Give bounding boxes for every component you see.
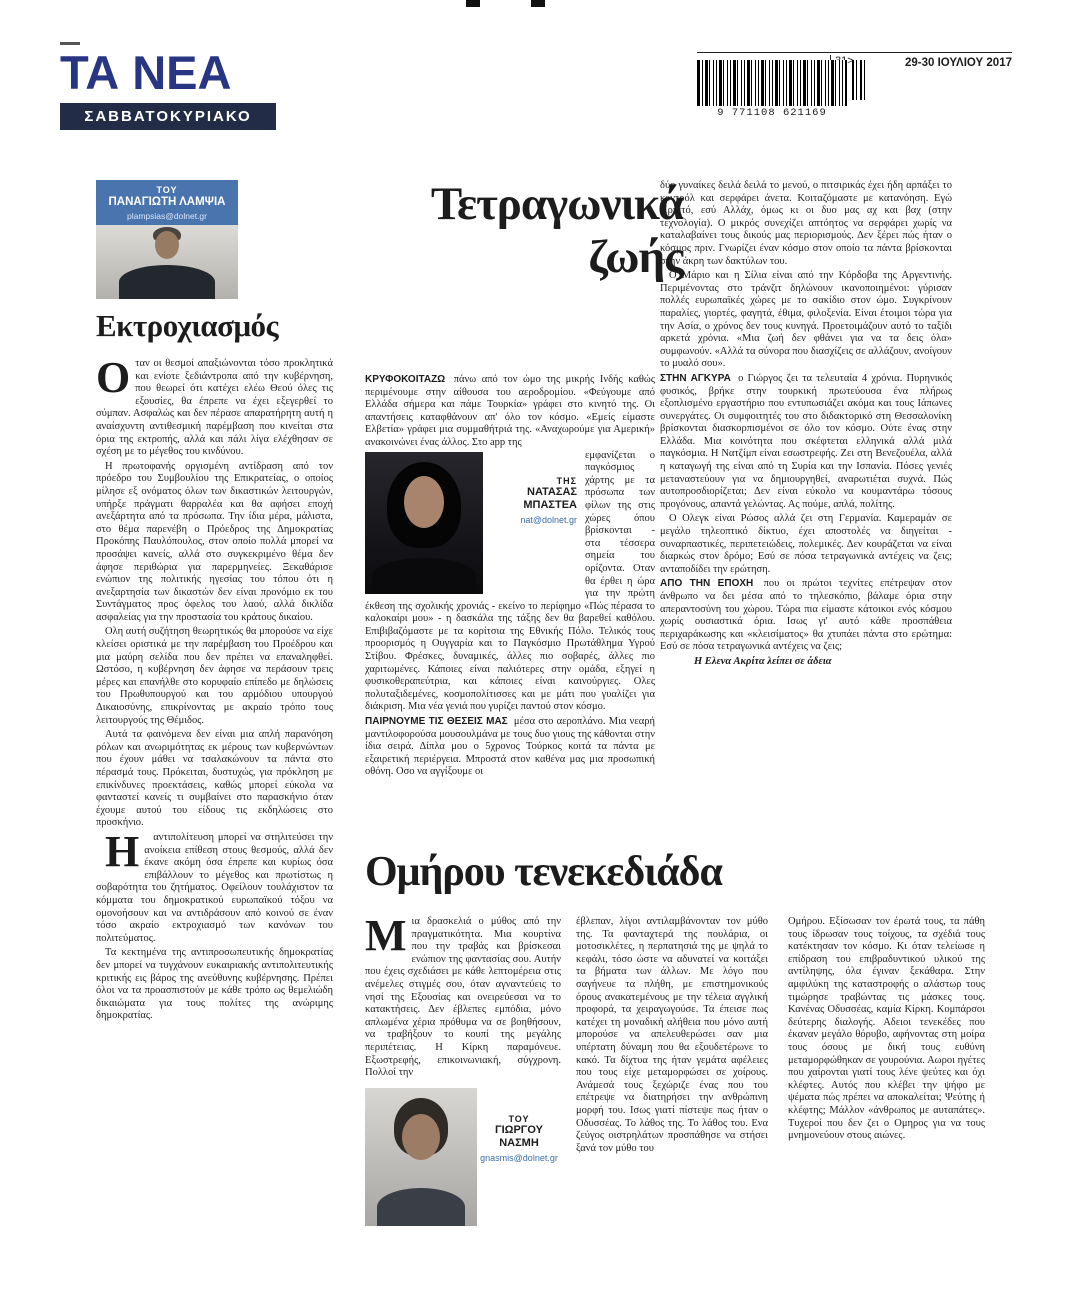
author-name: ΠΑΝΑΓΙΩΤΗ ΛΑΜΨΙΑ: [108, 196, 226, 208]
paragraph-text: αντιπολίτευση μπορεί να στηλιτεύσει την ανοίκεια επίθεση στους θεσμούς, αλλά δεν έκανε ακόμη όσα έπρεπε και κυρίως όσα επιβάλλουν το μέγεθος και πρωτίστως η σοβαρότητα του ζητήματος. Οφείλουν τουλάχιστον τα κόμματα του δημοκρατικού ευρωπαϊκού τόξου να ομονοήσουν και να αντιδράσουν από κοινού σε έναν τόσο ακραίο εκτροχιασμό των κανόνων του πολιτεύματος.: [96, 831, 333, 944]
paragraph: Αυτά τα φαινόμενα δεν είναι μια απλή παρανόηση ρόλων και ανωριμότητας εκ μέρους των κυβερνώντων που έχουν μάθει να τσαλακώνουν τα πάντα στο πέρασμά τους. Πρόκειται, δυστυχώς, για πρόκληση με επικίνδυνες προεκτάσεις, καθώς μπορεί εύκολα να φανταστεί κανείς τι συμβαίνει στο παρασκήνιο όταν έχουμε αυτού του είδους τις εκδηλώσεις στο προσκήνιο.: [96, 729, 333, 829]
left-article-body: [96, 358, 333, 1234]
paragraph: Ο Ολεγκ είναι Ρώσος αλλά ζει στη Γερμανία. Καμεραμάν σε μεγάλο τηλεοπτικό δίκτυο, έχει αποστολές να διηγείται - συναρπαστικές, περιπετειώδεις, πολεμικές. Δεν κουράζεται να είναι διαρκώς στον δρόμο; Εσύ σε πόσα τετραγωνικά αντέχεις να ζεις; ανταποδίδει την ερώτηση.: [660, 513, 952, 575]
bottom-article-column-2: [576, 916, 768, 1272]
photo-shape: [155, 231, 179, 259]
paragraph: [365, 916, 561, 1080]
section-lead: ΑΠΟ ΤΗΝ ΕΠΟΧΗ: [660, 578, 754, 590]
author-prefix: ΤΗΣ: [556, 475, 577, 486]
paragraph: [365, 716, 655, 779]
paragraph: [365, 374, 655, 450]
paragraph: [660, 578, 952, 654]
barcode-addon-icon: [852, 60, 868, 100]
bottom-article-title: Ομήρου τενεκεδιάδα: [365, 849, 722, 895]
paragraph: Τα κεκτημένα της αντιπροσωπευτικής δημοκρατίας δεν μπορεί να τυγχάνουν ευκαιριακής αντιπολιτευτικής κριτικής εις βάρος της ανεύθυνης κυβέρνησης. Πρέπει όλοι να τα προασπιστούν με κάθε τρόπο ως θεμελιώδη δικαιώματα για τους πολίτες της ανώριμης δημοκρατίας.: [96, 947, 333, 1022]
edition-bar: ΣΑΒΒΑΤΟΚΥΡΙΑΚΟ: [60, 103, 276, 130]
author-name: ΝΑΤΑΣΑΣ: [527, 485, 577, 498]
paragraph-text: ια δρασκελιά ο μύθος από την πραγματικότητα. Μια κουρτίνα που την τραβάς και βρίσκεσαι ενώπιον της φαντασίας σου. Αυτήν που έχεις σχεδιάσει με κάθε λεπτομέρεια στις ανέμελες στιγμές σου, όταν αγναντεύεις το νησί της Εξουσίας και ονειρεύεσαι να το κατακτήσεις. Δεν έβλεπες εμπόδια, μόνο απλωμένα χέρια πρόθυμα να σε βοηθήσουν, να τραβήξουν το κουπί της μεγάλης περιπέτειας. Η Κίρκη παραμόνευε. Εξωστρεφής, επικοινωνιακή, σύγχρονη. Πολλοί την: [365, 916, 561, 1079]
barcode-number: 9 771108 621169: [717, 107, 827, 119]
main-article-column-1: [365, 374, 655, 844]
author-name: ΓΙΩΡΓΟΥ: [494, 1123, 544, 1136]
main-article-column-2: [660, 180, 952, 848]
issue-date: 29-30 ΙΟΥΛΙΟΥ 2017: [905, 57, 1012, 69]
section-lead: ΠΑΙΡΝΟΥΜΕ ΤΙΣ ΘΕΣΕΙΣ ΜΑΣ: [365, 716, 508, 728]
author-inset-nasmis: [365, 1088, 561, 1226]
paragraph-text: ταν οι θεσμοί απαξιώνονται τόσο προκλητικά και ενίοτε ξεδιάντροπα από την κυβέρνηση, που θεωρεί ότι κατέχει ελέω Θεού όλες τις εξουσίες, θα έπρεπε να έχει εξεγερθεί το σύμπαν. Ασφαλώς και δεν πέρασε απαρατήρητη αυτή η αναίσχυντη αντιθεσμική παρέμβαση που κινείται στα όρια της εκτροπής, αλλά και πάλι λίγα ελέχθησαν σε σχέση με το μέγεθος του κινδύνου.: [96, 358, 333, 458]
photo-shape: [377, 1188, 465, 1226]
author-name: ΝΑΣΜΗ: [499, 1136, 539, 1149]
section-lead: ΚΡΥΦΟΚΟΙΤΑΖΩ: [365, 374, 446, 385]
masthead-logo: ΤΑ ΝΕΑ: [60, 46, 232, 99]
main-title-line2: ζωής: [588, 231, 683, 283]
dropcap: Ο: [96, 358, 131, 402]
paragraph: εμφανίζεται ο παγκόσμιος χάρτης με τα πρόσωπα των φίλων της στις χώρες όπου βρίσκονται - στα τέσσερα σημεία του ορίζοντα. Οταν θα έρθει η ώρα για την πρώτη έκθεση της σχολικής χρονιάς - εκείνο το περίφημο «Πώς πέρασα το καλοκαίρι μου» - η δασκάλα της τάξης δεν θα βαρεθεί καθόλου. Επιβιβαζόμαστε με τα κορίτσια της Εθνικής Πόλο. Τελικός τους προορισμός η Ουγγαρία και το Παγκόσμιο Πρωτάθλημα Υγρού Στίβου. Φρέσκες, δυναμικές, άλλες πιο σοβαρές, άλλες πιο χαριτωμένες. Κάποιες είναι παλιότερες στην ομάδα, εξηγεί η φυσικοθεραπεύτρια, και κάποιες είναι καινούργιες. Ολες πολυταξιδεμένες, κοσμοπολίτισσες και με μάτι που γυαλίζει για διάκριση. Μια νέα γενιά που γυρίζει παντού στον κόσμο.: [365, 449, 655, 713]
barcode-icon: [697, 60, 847, 119]
registration-mark: [466, 0, 480, 7]
trim-mark: [60, 42, 80, 45]
author-email: gnasmis@dolnet.gr: [480, 1152, 558, 1163]
photo-shape: [404, 476, 444, 528]
author-prefix: ΤΟΥ: [508, 1113, 530, 1124]
main-article-title: [348, 178, 683, 284]
author-prefix: ΤΟΥ: [156, 185, 178, 195]
paragraph-text: μέσα στο αεροπλάνο. Μια νεαρή μαντιλοφορούσα μουσουλμάνα με τους δυο γιους της κάθονται στην ίδια σειρά. Δίπλα μου ο 5χρονος Τούρκος κοιτά τα πάντα με εξαιρετική περιέργεια. Μπροστά στον καθένα μας μια προσωπική οθόνη. Οσο να αγγίξουμε οι: [365, 716, 655, 778]
paragraph: [96, 826, 333, 945]
author-photo-bastea: [365, 452, 483, 594]
barcode-bars: [697, 60, 847, 106]
paragraph: Ο Μάριο και η Σίλια είναι από την Κόρδοβα της Αργεντινής. Περιμένοντας στο τράνζιτ δηλώνουν ικανοποιημένοι: γύρισαν πολλές ευρωπαϊκές χώρες με το σακίδιο στον ώμο. Συγκρίνουν παραλίες, γιορτές, φαγητά, έθιμα, φιλοξενία. Είναι έτοιμοι τώρα για την Ασία, ο χρόνος δεν τους κυνηγά. Προετοιμάζουν αυτό το ταξίδι αρκετά χρόνια. «Μια ζωή δεν φθάνει για να τα δεις όλα» συμφωνούν. «Αλλά τα σύνορα που διασχίζεις σε αλλάζουν, ανοίγουν το μυαλό σου».: [660, 270, 952, 370]
column-signoff: Η Ελενα Ακρίτα λείπει σε άδεια: [694, 655, 832, 667]
author-caption: [477, 1088, 561, 1226]
paragraph: Ολη αυτή συζήτηση θεωρητικώς θα μπορούσε να είχε κλείσει οριστικά με την παρέμβαση του Προέδρου και μια μαύρη σελίδα που δεν πρέπει να επαναληφθεί. Ωστόσο, η κυβέρνηση δεν άφησε να περάσουν τρεις μέρες και επανήλθε στο κορυφαίο επίπεδο με δηλώσεις του Πρωθυπουργού και του αρμόδιου υπουργού Δικαιοσύνης, επικρίνοντας με ακραίο τρόπο τους λειτουργούς της Θέμιδος.: [96, 626, 333, 726]
author-name: ΜΠΑΣΤΕΑ: [523, 498, 577, 511]
photo-shape: [402, 1114, 440, 1160]
paragraph-text: πάνω από τον ώμο της μικρής Ινδής καθώς περιμένουμε στην αίθουσα του αεροδρομίου. «Φεύγουμε από Ελλάδα σήμερα και πάμε Τουρκία» γράφει στο κινητό της. Οι απαντήσεις καταφθάνουν απ' όλο τον κόσμο. «Εμείς είμαστε Ελβετία» γράφει μια συμμαθήτριά της. «Αναχωρούμε για Αμερική» ανακοινώνει ένας άλλος. Στο app της: [365, 374, 655, 448]
paragraph: δύο γυναίκες δειλά δειλά το μενού, ο πιτσιρικάς έχει ήδη αρπάξει το κοντρόλ και σερφάρει άνετα. Κοιταζόμαστε με κατανόηση. Εγώ Χριστό, εσύ Αλλάχ, όμως κι οι δυο μας αχ και βαχ (στην τεχνολογία). Ο μικρός συνεχίζει απτόητος να σερφάρει χωρίς να καταλαβαίνει τους δικούς μας περιορισμούς. Δεν ξέρει πώς ήταν ο κόσμος πριν. Γνωρίζει έναν κόσμο στον οποίο τα πάντα βρίσκονται στην άκρη των δακτύλων του.: [660, 180, 952, 267]
dropcap: Μ: [365, 916, 407, 960]
photo-shape: [372, 558, 476, 594]
author-caption: [483, 452, 577, 594]
registration-mark: [531, 0, 545, 7]
author-inset-bastea: [365, 452, 577, 594]
main-title-line1: Τετραγωνικά: [430, 178, 683, 230]
paragraph: έβλεπαν, λίγοι αντιλαμβάνονταν τον μύθο της. Τα φανταχτερά της πουλάρια, οι μοτοσικλέτες, η περπατησιά της με ψηλά το κεφάλι, τόσο ώστε να αδυνατεί να κοιτάξει τα βήματα των άλλων. Με λόγο που σαγήνευε τα πλήθη, με επιστημονικούς όρους ανακατεμένους με την τέλεια αγγλική προφορά, τα χειραγωγούσε. Τα έπεισε πως κατέχει τη μοναδική αλήθεια που μόνο αυτή μπορούσε να απελευθερώσει σαν μια υπέρτατη δύναμη που θα εξουδετέρωνε το κακό. Τα δίχτυα της ήταν γεμάτα αφέλειες που τους είχε μεταμορφώσει σε χοίρους. Ανάμεσά τους ξεχώριζε ένας που του επέτρεψε να διατηρήσει την ανθρώπινη μορφή του. Ισως γιατί πίστεψε πως ήταν ο Οδυσσέας. Το λάθος της. Το λάθος του. Ενα ζεύγος οιστρηλάτων προσπάθησε να στήσει ξανά τον μύθο του: [576, 916, 768, 1154]
author-photo-lampsias: [96, 225, 238, 299]
photo-shape: [119, 265, 215, 299]
dropcap: Η: [105, 826, 140, 876]
author-email: plampsias@dolnet.gr: [127, 211, 207, 221]
author-header: [96, 180, 238, 225]
paragraph: [96, 358, 333, 459]
header-rule: [697, 52, 1012, 53]
author-box-lampsias: [96, 180, 238, 299]
bottom-article-column-3: [788, 916, 985, 1272]
paragraph: Ομήρου. Εξίσωσαν τον έρωτά τους, τα πάθη τους ίδρωσαν τους τοίχους, τα σχέδιά τους κατέκτησαν τον κόσμο. Κι όταν τελείωσε η επίδραση του επιβραδυντικού υλικού της αντίληψης, όλα έγιναν ξεκάθαρα. Στην αμφιλύκη της καταστροφής ο αλάστωρ τους τιμώρησε τραβώντας τις μάσκες τους. Κανένας Οδυσσέας, καμία Κίρκη. Κομπάρσοι δεύτερης διαλογής. Αδειοι τενεκέδες που έκαναν μεγάλο θόρυβο, αφήνοντας στη μοίρα τους όσους με δική τους ευθύνη μεταμορφώθηκαν σε γουρούνια. Αωροι ηγέτες που χαίρονται γιατί τους λένε ψεύτες και όχι κλέφτες. Αυτός που κλέβει την ψήφο με ψέματα πώς πρέπει να αποκαλείται; Ψεύτης ή κλέφτης; Μάλλον «άνθρωπος με αυταπάτες». Τυχεροί που δεν ζει ο Ομηρος για να τους μνημονεύουν στους αιώνες.: [788, 916, 985, 1142]
author-email: nat@dolnet.gr: [520, 514, 577, 525]
paragraph: [660, 373, 952, 512]
left-article-title: Εκτροχιασμός: [96, 308, 279, 343]
section-lead: ΣΤΗΝ ΑΓΚΥΡΑ: [660, 372, 731, 384]
bottom-article-column-1: [365, 916, 561, 1268]
author-photo-nasmis: [365, 1088, 477, 1226]
paragraph: Η πρωτοφανής οργισμένη αντίδραση από τον πρόεδρο του Συμβουλίου της Επικρατείας, ο οποίος μίλησε εξ ονόματος όλων των δικαστικών λειτουργών, υπήρξε πράγματι θαρραλέα και θα αφήσει εποχή ανεξάρτητα από τα πρόσωπα. Την ίδια μέρα, μάλιστα, στο θέμα παρενέβη ο Πρόεδρος της Δημοκρατίας Προκόπης Παυλόπουλος, στον οποίο πολλά μπορεί να προσάψει κανείς, αλλά στο συγκεκριμένο θέμα δεν άφησε περιθώρια για παρερμηνείες. Ξεκαθάρισε ενώπιον της πολιτικής ηγεσίας του τόπου ότι η ανεξαρτησία των δικαστών δεν είναι προνόμιο εκ του Συντάγματος προς όφελος του λαού, αλλά δικλίδα ασφαλείας για την προστασία του κράτους δικαίου.: [96, 460, 333, 623]
paragraph-text: που οι πρώτοι τεχνίτες επέτρεψαν στον άνθρωπο να δει μέσα από το τηλεσκόπιο, βάλαμε όρια στην απεραντοσύνη του χώρου. Τώρα πια είμαστε κάτοικοι ενός κόσμου χωρίς ουσιαστικά όρια. Ισως γι' αυτό κάθε προσπάθεια περιχαράκωσης και «κλεισίματος» θα χτυπάει πάντα στο ερώτημα: Εσύ σε πόσα τετραγωνικά αντέχεις να ζεις;: [660, 578, 952, 653]
paragraph-text: ο Γιώργος ζει τα τελευταία 4 χρόνια. Πυρηνικός φυσικός, βρήκε στην τουρκική πρωτεύουσα ένα πλήρως εξοπλισμένο εργαστήριο που εντυπωσιάζει ακόμα και τους Ιάπωνες συνεργάτες. Οι συμφοιτητές του στο διδακτορικό στη Θεσσαλονίκη βρίσκονται διασκορπισμένοι σε όλο τον κόσμο. Ούτε ένας στην Ελλάδα. Μια κοινότητα που σκέφτεται ελληνικά αλλά μιλά παγκόσμια. Η Νατζίμπ είναι εσωστρεφής. Ζει στη Βενεζουέλα, αλλά η καταγωγή της είναι από τη Συρία και την Ισπανία. Πόσες γενιές μεταναστεύουν για να δημιουργηθεί, αναρωτιέται συχνά. Πώς αυτοπροσδιορίζεται; Δεν είναι εύκολο να κουμαντάρω τόσους προγόνους, απαντά γελώντας. Ας πούμε, απλά, πολίτης.: [660, 372, 952, 510]
